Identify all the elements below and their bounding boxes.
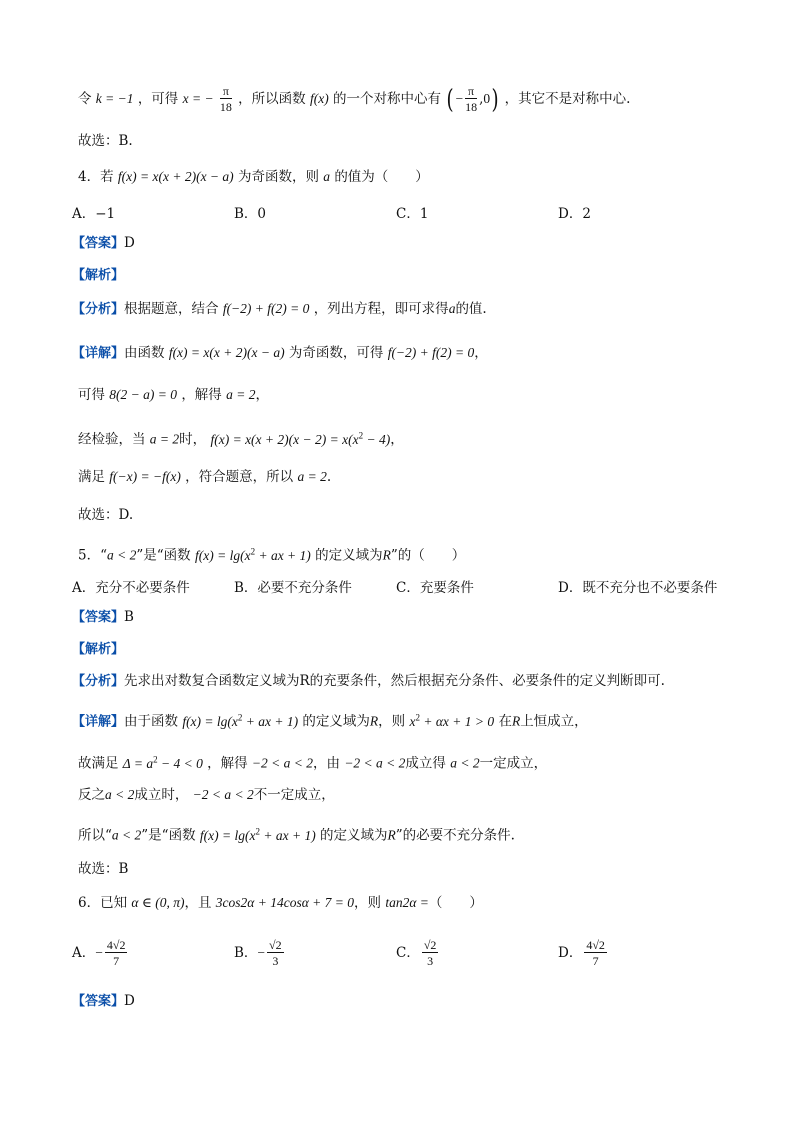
q5-option-d: D．既不充分也不必要条件	[558, 580, 718, 596]
q4-option-c: C．1	[396, 206, 429, 222]
text: ，其它不是对称中心.	[504, 91, 631, 107]
q4-fenxi: 【分析】根据题意，结合 f(−2) + f(2) = 0 ，列出方程，即可求得a的值.	[72, 301, 487, 317]
text: ，可得	[137, 91, 179, 107]
q4-choose: 故选：D.	[78, 507, 134, 523]
q5-analysis: 【解析】	[72, 642, 125, 657]
text: ，所以函数	[238, 91, 306, 107]
q4-option-a: A．−1	[72, 206, 116, 222]
fraction-pi-18: $\frac{\pi}{18}$	[219, 84, 232, 114]
q6-option-b: B．− $\frac{√2}{3}$	[234, 938, 282, 968]
q4-option-b: B．0	[234, 206, 267, 222]
q5-detail-4: 所以“a < 2”是“函数 $f(x) = \lg(x^2$ + ax + 1) 的定义域为R”的必要不充分条件.	[78, 826, 515, 844]
math-k: k = −1	[95, 91, 134, 106]
top-line-1: 令 k = −1 ，可得 x = − $\frac{\pi}{18}$ ，所以函数 f(x) 的一个对称中心有 ( − $\frac{\pi}{18}$ ,0) ，其它不是对称中心.	[78, 84, 631, 115]
q5-detail-1: 【详解】由于函数 $f(x) = \lg(x^2$ + ax + 1) 的定义域为R，则 $x^2 + \alpha x + 1 > 0$ 在R上恒成立，	[72, 712, 588, 730]
math-x: x = −	[182, 91, 214, 106]
q4-detail-4: 满足 f(−x) = −f(x) ，符合题意，所以 a = 2.	[78, 469, 332, 485]
q4-detail-1: 【详解】由函数 f(x) = x(x + 2)(x − a) 为奇函数，可得 f(−2) + f(2) = 0，	[72, 345, 488, 361]
q5-detail-2: 故满足 $\Delta = a^2 - 4 < 0$ ，解得 −2 < a < 2，由 −2 < a < 2成立得 a < 2一定成立，	[78, 754, 548, 772]
fraction-pi-18-point: $\frac{\pi}{18}$	[465, 84, 478, 114]
text: 的一个对称中心有	[333, 91, 441, 107]
q4-stem: 4．若 f(x) = x(x + 2)(x − a) 为奇函数，则 a 的值为（ ）	[78, 169, 429, 185]
text: 令	[78, 91, 92, 107]
q5-detail-3: 反之a < 2成立时， −2 < a < 2不一定成立，	[78, 787, 335, 803]
q4-analysis: 【解析】	[72, 268, 125, 283]
q5-option-c: C．充要条件	[396, 580, 474, 596]
q5-option-a: A．充分不必要条件	[72, 580, 190, 596]
q4-detail-3: 经检验，当 a = 2时， $f(x) = x(x + 2)(x - 2) = x(x^2 - 4)$，	[78, 430, 404, 448]
q5-option-b: B．必要不充分条件	[234, 580, 352, 596]
q6-option-a: A．− $\frac{4√2}{7}$	[72, 938, 126, 968]
q6-answer: 【答案】D	[72, 993, 135, 1009]
q4-detail-2: 可得 8(2 − a) = 0 ，解得 a = 2，	[78, 387, 269, 403]
q4-option-d: D．2	[558, 206, 591, 222]
q5-fenxi: 【分析】先求出对数复合函数定义域为R的充要条件，然后根据充分条件、必要条件的定义判断即可.	[72, 673, 665, 689]
q5-choose: 故选：B	[78, 861, 129, 877]
q6-stem: 6．已知 α ∈ (0, π)，且 3cos2α + 14cosα + 7 = 0，则 tan2α =（ ）	[78, 895, 483, 911]
q4-answer: 【答案】D	[72, 235, 135, 251]
q5-answer: 【答案】B	[72, 609, 134, 625]
math-fx: f(x)	[309, 91, 329, 106]
top-choose: 故选：B.	[78, 133, 133, 149]
q6-option-d: D． $\frac{4√2}{7}$	[558, 938, 605, 968]
q5-stem: 5．“a < 2”是“函数 $f(x) = \lg(x^2$ + ax + 1) 的定义域为R”的（ ）	[78, 546, 466, 564]
q6-option-c: C． $\frac{√2}{3}$	[396, 938, 437, 968]
